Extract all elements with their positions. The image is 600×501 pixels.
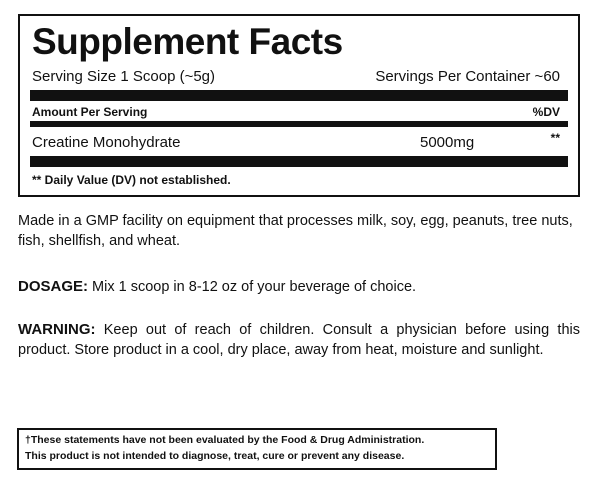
divider-thick-bottom	[30, 156, 568, 167]
servings-per-container: Servings Per Container ~60	[375, 68, 560, 85]
disclaimer-line-1: †These statements have not been evaluated by the Food & Drug Administration.	[25, 434, 425, 446]
ingredient-dv: **	[550, 131, 560, 145]
panel-title: Supplement Facts	[32, 21, 343, 62]
supplement-facts-panel	[18, 14, 580, 197]
disclaimer-line-2: This product is not intended to diagnose, treat, cure or prevent any disease.	[25, 450, 405, 462]
divider-medium	[30, 121, 568, 127]
allergen-statement: Made in a GMP facility on equipment that processes milk, soy, egg, peanuts, tree nuts, fish, shellfish, and wheat.	[18, 213, 573, 249]
ingredient-amount: 5000mg	[420, 134, 475, 151]
dosage-section	[18, 277, 580, 297]
warning-section	[18, 320, 580, 360]
amount-per-serving-header: Amount Per Serving	[32, 105, 148, 119]
warning-heading: WARNING:	[18, 321, 96, 338]
dosage-heading: DOSAGE:	[18, 278, 89, 295]
warning-text: Keep out of reach of children. Consult a physician before using this product. Store product in a cool, dry place, away from heat, moisture and sunlight.	[18, 322, 580, 358]
dv-header: %DV	[532, 105, 560, 119]
dv-footnote: ** Daily Value (DV) not established.	[32, 173, 231, 187]
dosage-text: Mix 1 scoop in 8-12 oz of your beverage of choice.	[88, 279, 417, 295]
fda-disclaimer-box	[17, 428, 497, 470]
divider-thick	[30, 90, 568, 101]
ingredient-name: Creatine Monohydrate	[32, 134, 181, 151]
serving-size: Serving Size 1 Scoop (~5g)	[32, 68, 216, 85]
